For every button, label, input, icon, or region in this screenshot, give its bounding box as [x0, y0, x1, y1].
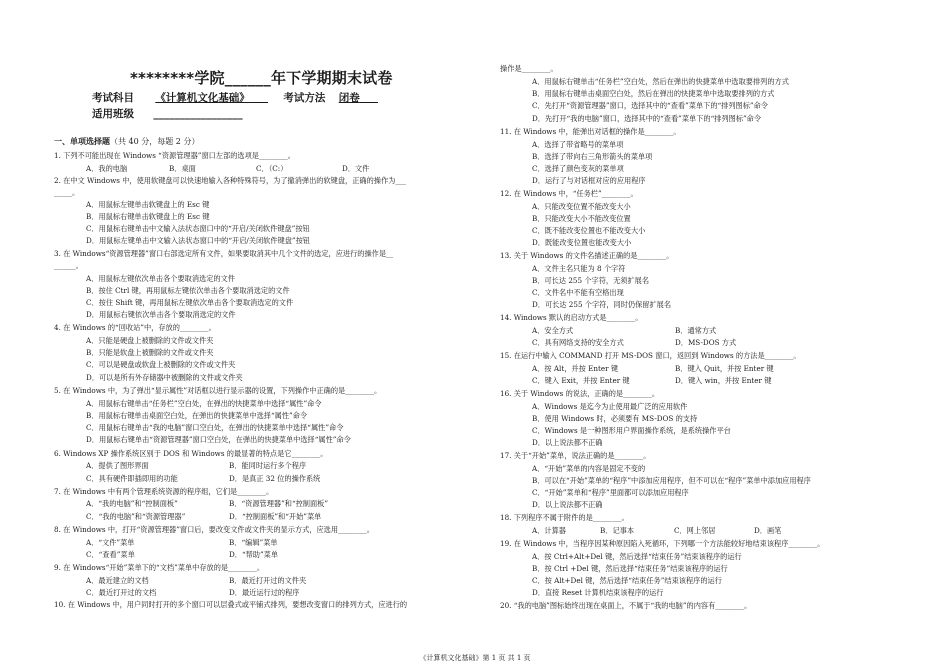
- question-3: 3. 在 Windows“资源管理器”窗口右部选定所有文件，如果要取消其中几个文件的选定，应进行的操作是__: [54, 249, 394, 258]
- question-4: 4. 在 Windows 的“回收站”中，存放的________。: [54, 323, 216, 332]
- q9-option-c: C．最近打开过的文档: [86, 588, 157, 597]
- page-footer: 《计算机文化基础》第 1 页 共 1 页: [419, 654, 531, 662]
- q13-option-d: D．可长达 255 个字符，同时仍保留扩展名: [532, 300, 672, 309]
- q3-option-a: A．用鼠标左键依次单击各个要取消选定的文件: [86, 274, 235, 283]
- q1-option-a: A．我的电脑: [86, 164, 128, 173]
- section-title: 一、单项选择题: [54, 137, 110, 146]
- question-20: 20. “我的电脑”图标始终出现在桌面上，不属于“我的电脑”的内容有________。: [500, 601, 752, 610]
- q14-option-a: A．安全方式: [532, 326, 574, 335]
- exam-title: ********学院______年下学期期末试卷: [130, 69, 393, 87]
- q11-option-b: B．选择了带向右三角形箭头的菜单项: [532, 152, 653, 161]
- q13-option-a: A．文件主名只能为 8 个字符: [532, 264, 626, 273]
- q5-option-c: C．用鼠标右键单击“我的电脑”窗口空白处，在弹出的快捷菜单中选择“属性”命令: [86, 423, 344, 432]
- q18-option-b: B．记事本: [600, 526, 635, 535]
- section-heading: [54, 138, 199, 146]
- q10-option-a: A．用鼠标右键单击“任务栏”空白处，然后在弹出的快捷菜单中选取要排列的方式: [532, 77, 789, 86]
- method-label: 考试方法: [283, 92, 326, 104]
- question-9: 9. 在 Windows“开始”菜单下的“文档”菜单中存放的是________。: [54, 563, 265, 572]
- q11-option-d: D．运行了与对话框对应的应用程序: [532, 176, 646, 185]
- question-17: 17. 关于“开始”菜单，说法正确的是________。: [500, 451, 651, 460]
- question-13: 13. 关于 Windows 的文件名描述正确的是________。: [500, 251, 674, 260]
- q4-option-d: D．可以是所有外存储器中被删除的文件或文件夹: [86, 373, 243, 382]
- q4-option-c: C．可以是硬盘或软盘上被删除的文件或文件夹: [86, 360, 236, 369]
- section-note: （共 40 分，每题 2 分）: [110, 137, 200, 146]
- q17-option-b: B．可以在“开始”菜单的“程序”中添加应用程序，但不可以在“程序”菜单中添加应用程序: [532, 476, 811, 485]
- question-18: 18. 下列程序不属于附件的是________。: [500, 513, 629, 522]
- question-3-cont: ______。: [54, 261, 83, 270]
- q17-option-a: A．“开始”菜单的内容是固定不变的: [532, 464, 646, 473]
- q9-option-d: D．最近运行过的程序: [229, 588, 300, 597]
- q7-option-a: A．“我的电脑”和“控制面板”: [86, 499, 178, 508]
- q5-option-a: A．用鼠标右键单击“任务栏”空白处，在弹出的快捷菜单中选择“属性”命令: [86, 399, 322, 408]
- question-10-cont: 操作是________。: [500, 64, 558, 73]
- q1-option-d: D．文件: [342, 164, 370, 173]
- q2-option-a: A．用鼠标左键单击软键盘上的 Esc 键: [86, 200, 210, 209]
- q4-option-b: B．只能是软盘上被删除的文件或文件夹: [86, 348, 214, 357]
- q7-option-c: C．“我的电脑”和“资源管理器”: [86, 512, 186, 521]
- q8-option-b: B．“编辑”菜单: [229, 538, 278, 547]
- q17-option-d: D．以上说法都不正确: [532, 500, 603, 509]
- q3-option-b: B．按住 Ctrl 键，再用鼠标左键依次单击各个要取消选定的文件: [86, 286, 290, 295]
- method-value: 闭卷: [338, 92, 360, 104]
- subject-row: [92, 90, 378, 105]
- q14-option-b: B．通常方式: [675, 326, 717, 335]
- q16-option-a: A．Windows 是迄今为止使用最广泛的应用软件: [532, 402, 688, 411]
- q12-option-d: D．既能改变位置也能改变大小: [532, 238, 632, 247]
- q8-option-c: C．“查看”菜单: [86, 550, 135, 559]
- q14-option-c: C．具有网络支持的安全方式: [532, 338, 624, 347]
- question-15: 15. 在运行中输入 COMMAND 打开 MS-DOS 窗口，返回到 Windows 的方法是________。: [500, 351, 801, 360]
- q12-option-c: C．既不能改变位置也不能改变大小: [532, 226, 646, 235]
- q2-option-b: B．用鼠标右键单击软键盘上的 Esc 键: [86, 212, 210, 221]
- q10-option-d: D．先打开“我的电脑”窗口，选择其中的“查看”菜单下的“排列图标”命令: [532, 114, 762, 123]
- q15-option-c: C．键入 Exit，并按 Enter 键: [532, 376, 630, 385]
- q4-option-a: A．只能是硬盘上被删除的文件或文件夹: [86, 336, 214, 345]
- q9-option-b: B．最近打开过的文件夹: [229, 576, 307, 585]
- subject-value: 《计算机文化基础》: [155, 92, 250, 104]
- q18-option-c: C．网上邻居: [674, 526, 716, 535]
- q12-option-b: B．只能改变大小不能改变位置: [532, 214, 631, 223]
- q19-option-d: D．直接 Reset 计算机结束该程序的运行: [532, 588, 664, 597]
- q16-option-c: C．Windows 是一种图形用户界面操作系统，是系统操作平台: [532, 426, 731, 435]
- q16-option-d: D．以上说法都不正确: [532, 438, 603, 447]
- q18-option-d: D．画笔: [754, 526, 782, 535]
- q1-option-c: C．（C:）: [256, 164, 288, 173]
- class-row: [92, 106, 243, 121]
- q5-option-b: B．用鼠标右键单击桌面空白处，在弹出的快捷菜单中选择“属性”命令: [86, 411, 308, 420]
- q3-option-d: D．用鼠标右键依次单击各个要取消选定的文件: [86, 310, 236, 319]
- question-14: 14. Windows 默认的启动方式是________。: [500, 313, 643, 322]
- question-2: 2. 在中文 Windows 中，使用软键盘可以快速地输入各种特殊符号，为了撤消弹出的软键盘，正确的操作为___: [54, 176, 407, 185]
- q5-option-d: D．用鼠标右键单击“资源管理器”窗口空白处，在弹出的快捷菜单中选择“属性”命令: [86, 435, 351, 444]
- q10-option-c: C．先打开“资源管理器”窗口，选择其中的“查看”菜单下的“排列图标”命令: [532, 101, 768, 110]
- q7-option-d: D．“控制面板”和“开始”菜单: [229, 512, 322, 521]
- q15-option-d: D．键入 win，并按 Enter 键: [675, 376, 772, 385]
- question-5: 5. 在 Windows 中，为了弹出“显示属性”对话框以进行显示器的设置，下列操作中正确的是________。: [54, 386, 382, 395]
- class-value: _________________: [153, 108, 243, 120]
- question-7: 7. 在 Windows 中有两个管理系统资源的程序组，它们是________。: [54, 487, 274, 496]
- q14-option-d: D．MS-DOS 方式: [675, 338, 737, 347]
- q19-option-a: A．按 Ctrl+Alt+Del 键，然后选择“结束任务”结束该程序的运行: [532, 552, 742, 561]
- q11-option-c: C．选择了颜色变灰的菜单项: [532, 164, 624, 173]
- q6-option-d: D．是真正 32 位的操作系统: [229, 474, 321, 483]
- q9-option-a: A．最近建立的文档: [86, 576, 149, 585]
- q1-option-b: B．桌面: [169, 164, 196, 173]
- question-11: 11. 在 Windows 中，能弹出对话框的操作是________。: [500, 127, 681, 136]
- q7-option-b: B．“资源管理器”和“控制面板”: [229, 499, 329, 508]
- subject-label: 考试科目: [92, 92, 134, 104]
- q16-option-b: B．使用 Windows 时，必须要有 MS-DOS 的支持: [532, 414, 698, 423]
- question-19: 19. 在 Windows 中，当程序因某种原因陷入死循环，下列哪一个方法能较好地结束该程序________。: [500, 539, 825, 548]
- q11-option-a: A．选择了带省略号的菜单项: [532, 140, 624, 149]
- q6-option-c: C．具有硬件即插即用的功能: [86, 474, 178, 483]
- q8-option-a: A．“文件”菜单: [86, 538, 135, 547]
- q17-option-c: C．“开始”菜单和“程序”里面都可以添加应用程序: [532, 488, 689, 497]
- q15-option-b: B．键入 Quit，并按 Enter 键: [675, 364, 774, 373]
- q13-option-b: B．可长达 255 个字符，无须扩展名: [532, 276, 650, 285]
- q6-option-b: B．能同时运行多个程序: [229, 461, 307, 470]
- question-6: 6. Windows XP 操作系统区别于 DOS 和 Windows 的最显著的特点是它________。: [54, 449, 328, 458]
- q18-option-a: A．计算器: [532, 526, 566, 535]
- q2-option-c: C．用鼠标右键单击中文输入法状态窗口中的“开启/关闭软件键盘”按钮: [86, 224, 310, 233]
- question-8: 8. 在 Windows 中，打开“资源管理器”窗口后，要改变文件或文件夹的显示方式，应选用________。: [54, 525, 374, 534]
- question-2-cont: _____。: [54, 188, 80, 197]
- question-10: 10. 在 Windows 中，用户同时打开的多个窗口可以层叠式或平铺式排列，要想改变窗口的排列方式，应进行的: [54, 600, 408, 609]
- question-16: 16. 关于 Windows 的说法，正确的是________。: [500, 389, 660, 398]
- q6-option-a: A．提供了图形界面: [86, 461, 149, 470]
- q13-option-c: C．文件名中不能有空格出现: [532, 288, 624, 297]
- q8-option-d: D．“帮助”菜单: [229, 550, 279, 559]
- q15-option-a: A．按 Alt，并按 Enter 键: [532, 364, 619, 373]
- q10-option-b: B．用鼠标右键单击桌面空白处，然后在弹出的快捷菜单中选取要排列的方式: [532, 89, 775, 98]
- q2-option-d: D．用鼠标左键单击中文输入法状态窗口中的“开启/关闭软件键盘”按钮: [86, 236, 310, 245]
- q19-option-b: B．按 Ctrl +Del 键，然后选择“结束任务”结束该程序的运行: [532, 564, 728, 573]
- class-label: 适用班级: [92, 108, 134, 120]
- q3-option-c: C．按住 Shift 键，再用鼠标左键依次单击各个要取消选定的文件: [86, 298, 294, 307]
- question-1: 1. 下列不可能出现在 Windows “资源管理器”窗口左部的选项是________。: [54, 151, 295, 160]
- q19-option-c: C．按 Alt+Del 键，然后选择“结束任务”结束该程序的运行: [532, 576, 722, 585]
- q12-option-a: A．只能改变位置不能改变大小: [532, 202, 631, 211]
- question-12: 12. 在 Windows 中，“任务栏”________。: [500, 189, 638, 198]
